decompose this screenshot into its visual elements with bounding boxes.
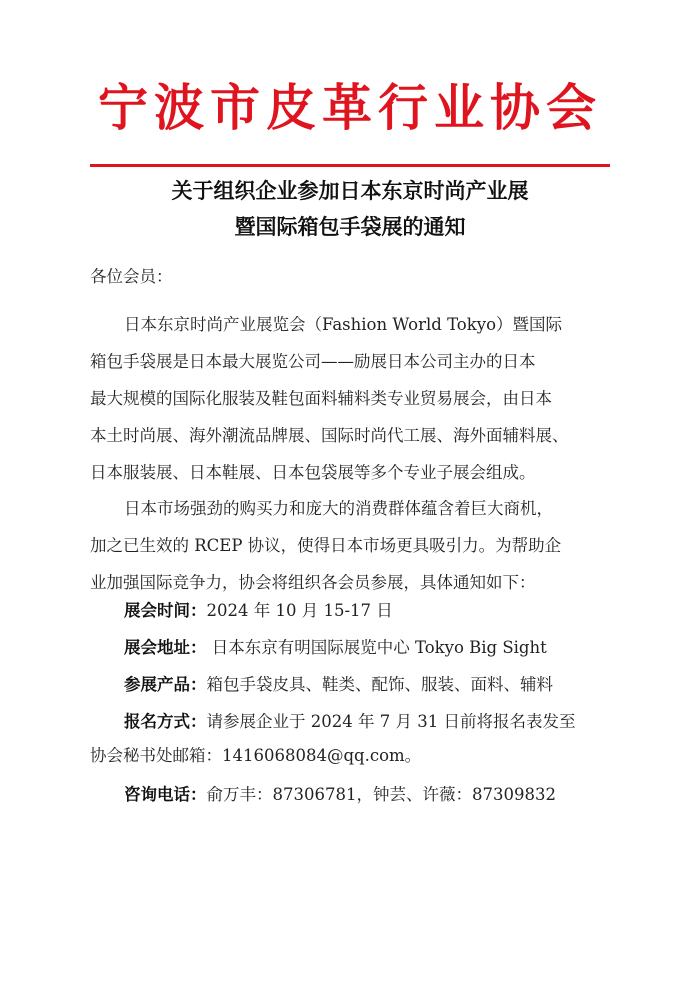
contact-phone <box>124 780 556 810</box>
notice-title-line-1: 关于组织企业参加日本东京时尚产业展 <box>171 178 529 203</box>
exhibition-venue-label: 展会地址： <box>124 638 207 657</box>
exhibition-venue <box>124 633 547 663</box>
paragraph-intro-line: 日本服装展、日本鞋展、日本包袋展等多个专业子展会组成。 <box>90 463 536 482</box>
signup-method <box>124 707 575 737</box>
exhibition-time-value: 2024 年 10 月 15-17 日 <box>206 601 393 620</box>
paragraph-intro-line: 日本东京时尚产业展览会（Fashion World Tokyo）暨国际 <box>124 315 562 334</box>
exhibition-time-label: 展会时间： <box>124 601 207 620</box>
notice-title-line-2: 暨国际箱包手袋展的通知 <box>234 214 466 239</box>
salutation: 各位会员： <box>90 267 173 286</box>
signup-method-value: 请参展企业于 2024 年 7 月 31 日前将报名表发至 <box>206 712 576 731</box>
paragraph-market-line: 业加强国际竞争力，协会将组织各会员参展，具体通知如下： <box>90 573 536 592</box>
paragraph-intro-line: 本土时尚展、海外潮流品牌展、国际时尚代工展、海外面辅料展、 <box>90 426 569 445</box>
contact-phone-value: 俞万丰：87306781，钟芸、许薇：87309832 <box>206 785 556 804</box>
exhibition-products-value: 箱包手袋皮具、鞋类、配饰、服装、面料、辅料 <box>206 675 553 694</box>
paragraph-intro <box>90 306 615 491</box>
paragraph-intro-line: 箱包手袋展是日本最大展览公司——励展日本公司主办的日本 <box>90 352 536 371</box>
exhibition-products <box>124 670 553 700</box>
paragraph-intro-line: 最大规模的国际化服装及鞋包面料辅料类专业贸易展会，由日本 <box>90 389 552 408</box>
contact-phone-label: 咨询电话： <box>124 785 207 804</box>
header-divider <box>90 164 610 167</box>
paragraph-market-line: 日本市场强劲的购买力和庞大的消费群体蕴含着巨大商机， <box>124 499 553 518</box>
organization-name-heading: 宁波市皮革行业协会 <box>98 78 602 137</box>
exhibition-time <box>124 596 393 626</box>
signup-method-email: 协会秘书处邮箱：1416068084@qq.com。 <box>90 746 422 765</box>
exhibition-products-label: 参展产品： <box>124 675 207 694</box>
signup-method-label: 报名方式： <box>124 712 207 731</box>
paragraph-market <box>90 490 615 601</box>
paragraph-market-line: 加之已生效的 RCEP 协议，使得日本市场更具吸引力。为帮助企 <box>90 536 562 555</box>
exhibition-venue-value: 日本东京有明国际展览中心 Tokyo Big Sight <box>206 638 547 657</box>
